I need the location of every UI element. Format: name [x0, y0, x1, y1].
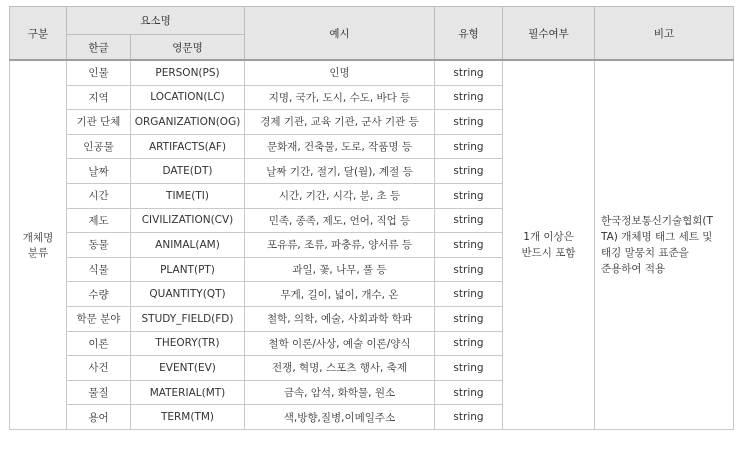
cell-korean: 인물 [67, 60, 131, 85]
cell-type: string [435, 85, 503, 110]
cell-english: MATERIAL(MT) [131, 380, 245, 405]
cell-korean: 식물 [67, 257, 131, 282]
cell-english: TERM(TM) [131, 405, 245, 430]
cell-type: string [435, 356, 503, 381]
cell-english: STUDY_FIELD(FD) [131, 306, 245, 331]
category-label-line: 개체명 [22, 231, 54, 244]
header-element-name: 요소명 [67, 7, 245, 35]
header-example: 예시 [245, 7, 435, 61]
entity-spec-table [9, 6, 734, 430]
cell-korean: 시간 [67, 183, 131, 208]
cell-korean: 물질 [67, 380, 131, 405]
cell-type: string [435, 233, 503, 258]
cell-korean: 이론 [67, 331, 131, 356]
note-cell [595, 60, 734, 429]
cell-korean: 수량 [67, 282, 131, 307]
note-line: TA) 개체명 태그 세트 및 [601, 230, 713, 243]
cell-type: string [435, 110, 503, 135]
table-body [10, 60, 734, 429]
cell-type: string [435, 405, 503, 430]
cell-type: string [435, 380, 503, 405]
cell-example: 과일, 꽃, 나무, 풀 등 [245, 257, 435, 282]
cell-example: 색,방향,질병,이메일주소 [245, 405, 435, 430]
cell-example: 전쟁, 혁명, 스포츠 행사, 축제 [245, 356, 435, 381]
cell-example: 철학, 의학, 예술, 사회과학 학파 [245, 306, 435, 331]
note-line: 한국정보통신기술협회(T [601, 214, 713, 227]
header-english: 영문명 [131, 35, 245, 61]
cell-example: 인명 [245, 60, 435, 85]
cell-korean: 날짜 [67, 159, 131, 184]
cell-korean: 인공물 [67, 134, 131, 159]
cell-type: string [435, 257, 503, 282]
note-line: 태깅 말뭉치 표준을 [601, 246, 689, 259]
category-label-line: 분류 [27, 246, 49, 259]
cell-example: 경제 기관, 교육 기관, 군사 기관 등 [245, 110, 435, 135]
cell-english: PERSON(PS) [131, 60, 245, 85]
cell-korean: 사건 [67, 356, 131, 381]
cell-korean: 제도 [67, 208, 131, 233]
cell-english: QUANTITY(QT) [131, 282, 245, 307]
cell-english: DATE(DT) [131, 159, 245, 184]
header-note: 비고 [595, 7, 734, 61]
cell-type: string [435, 134, 503, 159]
cell-type: string [435, 183, 503, 208]
cell-korean: 동물 [67, 233, 131, 258]
cell-example: 포유류, 조류, 파충류, 양서류 등 [245, 233, 435, 258]
note-line: 준용하여 적용 [601, 262, 666, 275]
header-required: 필수여부 [503, 7, 595, 61]
cell-type: string [435, 60, 503, 85]
cell-korean: 용어 [67, 405, 131, 430]
cell-korean: 지역 [67, 85, 131, 110]
cell-english: PLANT(PT) [131, 257, 245, 282]
cell-english: EVENT(EV) [131, 356, 245, 381]
cell-example: 금속, 암석, 화학물, 원소 [245, 380, 435, 405]
cell-english: LOCATION(LC) [131, 85, 245, 110]
cell-korean: 기관 단체 [67, 110, 131, 135]
required-line: 1개 이상은 [523, 230, 574, 243]
cell-korean: 학문 분야 [67, 306, 131, 331]
cell-english: ORGANIZATION(OG) [131, 110, 245, 135]
cell-english: THEORY(TR) [131, 331, 245, 356]
cell-example: 민족, 종족, 제도, 언어, 직업 등 [245, 208, 435, 233]
cell-example: 지명, 국가, 도시, 수도, 바다 등 [245, 85, 435, 110]
cell-example: 시간, 기간, 시각, 분, 초 등 [245, 183, 435, 208]
header-type: 유형 [435, 7, 503, 61]
cell-type: string [435, 159, 503, 184]
cell-english: ANIMAL(AM) [131, 233, 245, 258]
header-category: 구분 [10, 7, 67, 61]
header-korean: 한글 [67, 35, 131, 61]
cell-example: 문화재, 건축물, 도로, 작품명 등 [245, 134, 435, 159]
cell-english: ARTIFACTS(AF) [131, 134, 245, 159]
cell-type: string [435, 331, 503, 356]
cell-example: 날짜 기간, 절기, 달(월), 계절 등 [245, 159, 435, 184]
cell-example: 철학 이론/사상, 예술 이론/양식 [245, 331, 435, 356]
cell-english: TIME(TI) [131, 183, 245, 208]
cell-type: string [435, 306, 503, 331]
required-cell [503, 60, 595, 429]
cell-example: 무게, 길이, 넓이, 개수, 온 [245, 282, 435, 307]
cell-type: string [435, 282, 503, 307]
cell-type: string [435, 208, 503, 233]
required-line: 반드시 포함 [521, 246, 576, 259]
category-cell [10, 60, 67, 429]
table-row [10, 60, 734, 85]
cell-english: CIVILIZATION(CV) [131, 208, 245, 233]
